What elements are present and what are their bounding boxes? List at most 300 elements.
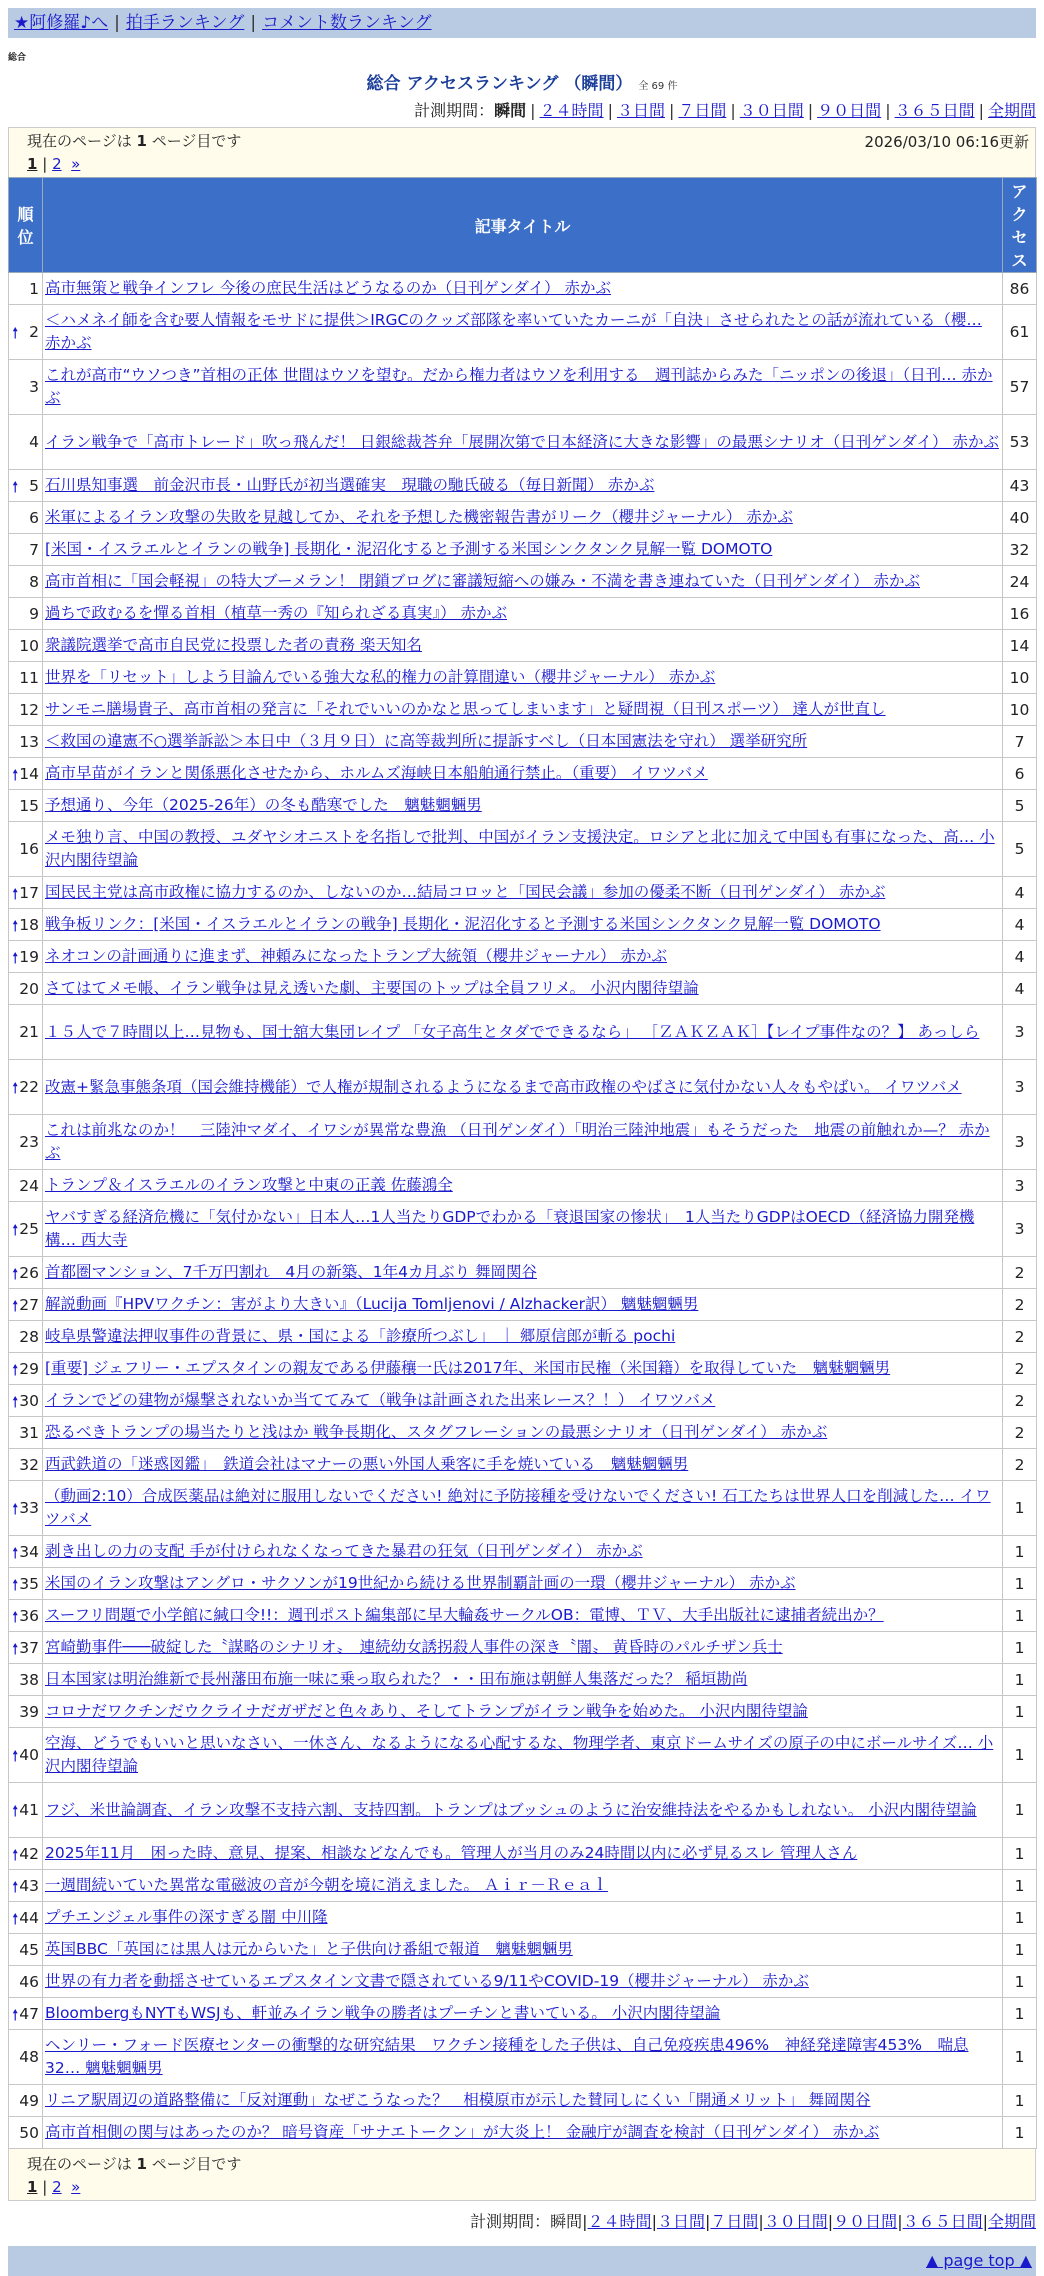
article-link[interactable]: 高市無策と戦争インフレ 今後の庶民生活はどうなるのか（日刊ゲンダイ） 赤かぶ xyxy=(45,279,611,297)
access-count: 1 xyxy=(1003,1696,1037,1728)
rank-cell xyxy=(9,726,43,758)
period-option-link[interactable]: ２４時間 xyxy=(539,101,604,120)
article-link[interactable]: ＜救国の違憲不○選挙訴訟＞本日中（３月９日）に高等裁判所に提訴すべし（日本国憲法を守れ） 選挙研究所 xyxy=(45,732,808,750)
article-link[interactable]: 米軍によるイラン攻撃の失敗を見越してか、それを予想した機密報告書がリーク（櫻井ジャーナル） 赤かぶ xyxy=(45,508,793,526)
rank-up-arrow-icon: 🠕 xyxy=(12,1845,19,1864)
access-count: 86 xyxy=(1003,273,1037,305)
access-count: 1 xyxy=(1003,1838,1037,1870)
article-link[interactable]: フジ、米世論調査、イラン攻撃不支持六割、支持四割。トランプはブッシュのように治安維持法をやるかもしれない。 小沢内閣待望論 xyxy=(45,1800,977,1819)
period-current: 瞬間 xyxy=(494,101,527,120)
page-title xyxy=(8,69,1036,94)
article-link[interactable]: ヤバすぎる経済危機に「気付かない」日本人…1人当たりGDPでわかる「衰退国家の惨状」 1人当たりGDPはOECD（経済協力開発機構… 西大寺 xyxy=(45,1208,975,1249)
title-cell xyxy=(43,1202,1003,1257)
article-link[interactable]: リニア駅周辺の道路整備に「反対運動」なぜこうなった？ 相模原市が示した賛同しにくい「開通メリット」 舞岡関谷 xyxy=(45,2091,871,2109)
access-count: 1 xyxy=(1003,2085,1037,2117)
period-label: 計測期間： xyxy=(414,101,495,120)
article-link[interactable]: 首都圏マンション、7千万円割れ 4月の新築、1年4カ月ぶり 舞岡関谷 xyxy=(45,1263,537,1281)
bottom-bar xyxy=(8,2246,1036,2276)
title-cell xyxy=(43,1536,1003,1568)
table-row xyxy=(9,2030,1037,2085)
access-count: 1 xyxy=(1003,1728,1037,1783)
table-row xyxy=(9,1870,1037,1902)
home-link[interactable]: ★阿修羅♪へ xyxy=(14,13,109,33)
title-cell xyxy=(43,758,1003,790)
title-cell xyxy=(43,470,1003,502)
access-count: 4 xyxy=(1003,973,1037,1005)
title-cell xyxy=(43,726,1003,758)
rank-number: 35 xyxy=(19,1574,39,1593)
rank-up-arrow-icon: 🠕 xyxy=(12,1747,19,1765)
title-cell xyxy=(43,1664,1003,1696)
period-separator: | xyxy=(807,101,814,120)
title-cell xyxy=(43,360,1003,415)
rank-number: 20 xyxy=(19,979,39,998)
table-row xyxy=(9,566,1037,598)
rank-cell xyxy=(9,1353,43,1385)
rank-number: 27 xyxy=(19,1295,39,1314)
period-option-link[interactable]: 全期間 xyxy=(987,2212,1036,2231)
rank-number: 24 xyxy=(19,1176,39,1195)
title-cell xyxy=(43,1005,1003,1060)
rank-cell xyxy=(9,2117,43,2149)
access-count: 14 xyxy=(1003,630,1037,662)
rank-number: 2 xyxy=(29,323,39,341)
title-cell xyxy=(43,1600,1003,1632)
table-row xyxy=(9,502,1037,534)
table-row xyxy=(9,758,1037,790)
article-link[interactable]: さてはてメモ帳、イラン戦争は見え透いた劇、主要国のトップは全員フリメ。 小沢内閣待望論 xyxy=(45,979,699,997)
rank-number: 50 xyxy=(19,2123,39,2142)
title-cell xyxy=(43,534,1003,566)
table-row xyxy=(9,1385,1037,1417)
access-count: 1 xyxy=(1003,1934,1037,1966)
rank-cell xyxy=(9,1632,43,1664)
title-cell xyxy=(43,1838,1003,1870)
period-option-link[interactable]: ２４時間 xyxy=(587,2212,652,2231)
rank-cell xyxy=(9,598,43,630)
access-count: 2 xyxy=(1003,1353,1037,1385)
rank-cell xyxy=(9,1870,43,1902)
table-header-row xyxy=(9,178,1037,273)
period-option-link[interactable]: ７日間 xyxy=(710,2212,759,2231)
period-current: 瞬間 xyxy=(550,2212,583,2231)
access-count: 4 xyxy=(1003,877,1037,909)
article-link[interactable]: 世界を「リセット」しよう目論んでいる強大な私的権力の計算間違い（櫻井ジャーナル） 赤かぶ xyxy=(45,668,716,686)
rank-cell xyxy=(9,973,43,1005)
rank-number: 31 xyxy=(19,1423,39,1442)
title-cell xyxy=(43,1353,1003,1385)
rank-cell xyxy=(9,273,43,305)
title-cell xyxy=(43,1998,1003,2030)
rank-cell xyxy=(9,1536,43,1568)
rank-up-arrow-icon: 🠕 xyxy=(12,1909,19,1928)
rank-up-arrow-icon: 🠕 xyxy=(12,2005,19,2024)
rank-number: 37 xyxy=(19,1638,39,1657)
article-link[interactable]: 解説動画『HPVワクチン：害がより大きい』（Lucija Tomljenovi / Alzhacker訳） 魑魅魍魎男 xyxy=(45,1295,699,1313)
table-row xyxy=(9,2085,1037,2117)
title-cell xyxy=(43,598,1003,630)
rank-number: 18 xyxy=(19,915,39,934)
table-row xyxy=(9,1417,1037,1449)
access-count: 24 xyxy=(1003,566,1037,598)
title-cell xyxy=(43,1481,1003,1536)
period-separator: | xyxy=(827,2212,834,2231)
access-count: 5 xyxy=(1003,790,1037,822)
period-label: 計測期間： xyxy=(470,2212,551,2231)
period-separator: | xyxy=(885,101,891,120)
access-count: 10 xyxy=(1003,662,1037,694)
title-cell xyxy=(43,1783,1003,1838)
title-cell xyxy=(43,1289,1003,1321)
period-option-link[interactable]: ３６５日間 xyxy=(902,2212,983,2231)
period-separator: | xyxy=(758,2212,764,2231)
access-count: 2 xyxy=(1003,1417,1037,1449)
page-2-link[interactable]: 2 xyxy=(52,2178,62,2196)
article-link[interactable]: １５人で７時間以上…見物も、国士舘大集団レイプ 「女子高生とタダでできるなら」 ［ＺＡＫＺＡＫ］【レイプ事件なの？】 あっしら xyxy=(45,1022,980,1041)
access-count: 3 xyxy=(1003,1005,1037,1060)
title-cell xyxy=(43,694,1003,726)
rank-up-arrow-icon: 🠕 xyxy=(12,1264,19,1283)
article-link[interactable]: 改憲+緊急事態条項（国会維持機能）で人権が規制されるようになるまで高市政権のやばさに気付かない人々もやばい。 イワツバメ xyxy=(45,1077,962,1096)
access-count: 1 xyxy=(1003,2030,1037,2085)
title-cell xyxy=(43,2030,1003,2085)
article-link[interactable]: 日本国家は明治維新で長州藩田布施一味に乗っ取られた？・・田布施は朝鮮人集落だった？ 稲垣勘尚 xyxy=(45,1670,748,1688)
table-row xyxy=(9,1568,1037,1600)
title-cell xyxy=(43,662,1003,694)
rank-cell xyxy=(9,534,43,566)
article-link[interactable]: スーフリ問題で小学館に緘口令!!：週刊ポスト編集部に早大輪姦サークルOB：電博、ＴＶ、大手出版社に逮捕者続出か？ xyxy=(45,1606,884,1624)
rank-number: 16 xyxy=(19,840,39,858)
access-count: 1 xyxy=(1003,2117,1037,2149)
rank-number: 39 xyxy=(19,1702,39,1721)
article-link[interactable]: トランプ＆イスラエルのイラン攻撃と中東の正義 佐藤鴻全 xyxy=(45,1176,453,1194)
article-link[interactable]: イラン戦争で「高市トレード」吹っ飛んだ！ 日銀総裁荅弁「展開次第で日本経済に大きな影響」の最悪シナリオ（日刊ゲンダイ） 赤かぶ xyxy=(45,432,999,451)
table-row xyxy=(9,534,1037,566)
rank-cell xyxy=(9,662,43,694)
rank-cell xyxy=(9,1902,43,1934)
article-link[interactable]: コロナだワクチンだウクライナだガザだと色々あり、そしてトランプがイラン戦争を始めた。 小沢内閣待望論 xyxy=(45,1702,808,1720)
article-link[interactable]: サンモニ膳場貴子、高市首相の発言に「それでいいのかなと思ってしまいます」と疑問視（日刊スポーツ） 達人が世直し xyxy=(45,700,886,718)
title-cell xyxy=(43,822,1003,877)
article-link[interactable]: 予想通り、今年（2025-26年）の冬も酷寒でした 魑魅魍魎男 xyxy=(45,796,482,814)
period-separator: | xyxy=(978,101,984,120)
article-link[interactable]: BloombergもNYTもWSJも、軒並みイラン戦争の勝者はプーチンと書いている。 小沢内閣待望論 xyxy=(45,2004,721,2022)
period-option-link[interactable]: ９０日間 xyxy=(833,2212,898,2231)
article-link[interactable]: これが高市“ウソつき”首相の正体 世間はウソを望む。だから権力者はウソを利用する 週刊誌からみた「ニッポンの後退」（日刊… 赤かぶ xyxy=(45,366,993,407)
table-row xyxy=(9,1600,1037,1632)
access-count: 3 xyxy=(1003,1115,1037,1170)
rank-cell xyxy=(9,1783,43,1838)
article-link[interactable]: 戦争板リンク：[米国・イスラエルとイランの戦争] 長期化・泥沼化すると予測する米国シンクタンク見解一覧 DOMOTO xyxy=(45,915,881,933)
article-link[interactable]: これは前兆なのか！ 三陸沖マダイ、イワシが異常な豊漁 （日刊ゲンダイ）「明治三陸沖地震」もそうだった 地震の前触れか—？ 赤かぶ xyxy=(45,1121,990,1162)
article-link[interactable]: 英国BBC「英国には黒人は元からいた」と子供向け番組で報道 魑魅魍魎男 xyxy=(45,1940,573,1958)
article-link[interactable]: ＜ハメネイ師を含む要人情報をモサドに提供＞IRGCのクッズ部隊を率いていたカーニが「自決」させられたとの話が流れている（櫻… 赤かぶ xyxy=(45,311,982,352)
rank-number: 1 xyxy=(29,279,39,298)
article-link[interactable]: 2025年11月 困った時、意見、提案、相談などなんでも。管理人が当月のみ24時間以内に必ず見るスレ 管理人さん xyxy=(45,1844,858,1862)
article-link[interactable]: 西武鉄道の「迷惑図鑑」 鉄道会社はマナーの悪い外国人乗客に手を焼いている 魑魅魍魎男 xyxy=(45,1455,689,1473)
period-separator: | xyxy=(982,2212,988,2231)
rank-cell xyxy=(9,1170,43,1202)
page-info-box xyxy=(8,127,1036,177)
rank-number: 49 xyxy=(19,2091,39,2110)
table-row xyxy=(9,1696,1037,1728)
page-info-box-bottom xyxy=(8,2149,1036,2201)
period-separator: | xyxy=(704,2212,711,2231)
article-link[interactable]: （動画2:10）合成医薬品は絶対に服用しないでください! 絶対に予防接種を受けないでください! 石工たちは世界人口を削減した… イワツバメ xyxy=(45,1487,991,1528)
rank-cell xyxy=(9,1664,43,1696)
rank-cell xyxy=(9,1417,43,1449)
rank-cell xyxy=(9,305,43,360)
table-row xyxy=(9,360,1037,415)
table-row xyxy=(9,1902,1037,1934)
current-page: 1 xyxy=(27,2178,38,2196)
rank-up-arrow-icon: 🠕 xyxy=(12,1607,19,1626)
article-link[interactable]: 国民民主党は高市政権に協力するのか、しないのか…結局コロッと「国民会議」参加の優柔不断（日刊ゲンダイ） 赤かぶ xyxy=(45,883,886,901)
page-top-link[interactable]: ▲ page top ▲ xyxy=(925,2251,1032,2270)
table-row xyxy=(9,662,1037,694)
period-option-link[interactable]: ３日間 xyxy=(616,101,665,120)
title-cell xyxy=(43,566,1003,598)
nav-separator: | xyxy=(250,13,257,33)
table-row xyxy=(9,415,1037,470)
access-count: 3 xyxy=(1003,1170,1037,1202)
title-cell xyxy=(43,1321,1003,1353)
table-row xyxy=(9,1536,1037,1568)
rank-number: 5 xyxy=(29,476,39,495)
title-cell xyxy=(43,1728,1003,1783)
rank-number: 14 xyxy=(19,764,39,783)
rank-cell xyxy=(9,1005,43,1060)
table-row xyxy=(9,1353,1037,1385)
access-count: 10 xyxy=(1003,694,1037,726)
access-count: 53 xyxy=(1003,415,1037,470)
page-2-link[interactable]: 2 xyxy=(52,155,62,173)
access-count: 43 xyxy=(1003,470,1037,502)
nav-separator: | xyxy=(114,13,120,33)
rank-number: 29 xyxy=(19,1359,39,1378)
table-row xyxy=(9,1005,1037,1060)
rank-cell xyxy=(9,877,43,909)
rank-number: 22 xyxy=(19,1078,39,1096)
ranking-table xyxy=(8,177,1037,2149)
article-link[interactable]: 高市首相側の関与はあったのか？ 暗号資産「サナエトークン」が大炎上！ 金融庁が調査を検討（日刊ゲンダイ） 赤かぶ xyxy=(45,2123,880,2141)
table-row xyxy=(9,598,1037,630)
access-count: 2 xyxy=(1003,1449,1037,1481)
rank-number: 10 xyxy=(19,636,39,655)
table-row xyxy=(9,1934,1037,1966)
rank-number: 19 xyxy=(19,947,39,966)
rank-cell xyxy=(9,1060,43,1115)
rank-number: 23 xyxy=(19,1133,39,1151)
article-link[interactable]: 一週間続いていた異常な電磁波の音が今朝を境に消えました。 Ａｉｒ－Ｒｅａｌ xyxy=(45,1876,608,1894)
article-link[interactable]: [米国・イスラエルとイランの戦争] 長期化・泥沼化すると予測する米国シンクタンク見解一覧 DOMOTO xyxy=(45,540,773,558)
rank-number: 7 xyxy=(29,540,39,559)
table-row xyxy=(9,1783,1037,1838)
rank-cell xyxy=(9,2085,43,2117)
period-option-link[interactable]: ９０日間 xyxy=(817,101,882,120)
article-link[interactable]: 石川県知事選 前金沢市長・山野氏が初当選確実 現職の馳氏破る（毎日新聞） 赤かぶ xyxy=(45,476,655,494)
title-cell xyxy=(43,1060,1003,1115)
current-page: 1 xyxy=(27,155,38,173)
article-link[interactable]: イランでどの建物が爆撃されないか当ててみて（戦争は計画された出来レース？！） イワツバメ xyxy=(45,1391,716,1409)
article-link[interactable]: 過ちで政むるを憚る首相（植草一秀の『知られざる真実』） 赤かぶ xyxy=(45,604,508,622)
rank-up-arrow-icon: 🠕 xyxy=(12,765,19,784)
rank-cell xyxy=(9,415,43,470)
rank-cell xyxy=(9,1289,43,1321)
title-cell xyxy=(43,1449,1003,1481)
title-cell xyxy=(43,1934,1003,1966)
access-count: 1 xyxy=(1003,1998,1037,2030)
title-cell xyxy=(43,502,1003,534)
rank-number: 8 xyxy=(29,572,39,591)
period-separator: | xyxy=(668,101,675,120)
access-header: アクセス xyxy=(1003,178,1037,273)
article-link[interactable]: 恐るべきトランプの場当たりと浅はか 戦争長期化、スタグフレーションの最悪シナリオ（日刊ゲンダイ） 赤かぶ xyxy=(45,1423,828,1441)
page-title-text: 総合 アクセスランキング （瞬間） xyxy=(366,74,633,94)
title-cell xyxy=(43,1870,1003,1902)
title-cell xyxy=(43,2085,1003,2117)
rank-number: 34 xyxy=(19,1542,39,1561)
rank-cell xyxy=(9,360,43,415)
item-count: 全 69 件 xyxy=(638,81,678,92)
rank-cell xyxy=(9,790,43,822)
title-cell xyxy=(43,1902,1003,1934)
title-cell xyxy=(43,1568,1003,1600)
rank-up-arrow-icon: 🠕 xyxy=(12,1500,19,1518)
article-link[interactable]: ヘンリー・フォード医療センターの衝撃的な研究結果 ワクチン接種をした子供は、自己免疫疾患496% 神経発達障害453% 喘息32… 魑魅魍魎男 xyxy=(45,2036,969,2077)
rank-cell xyxy=(9,1838,43,1870)
table-row xyxy=(9,1289,1037,1321)
rank-cell xyxy=(9,1257,43,1289)
rank-cell xyxy=(9,1321,43,1353)
table-row xyxy=(9,1728,1037,1783)
table-row xyxy=(9,941,1037,973)
title-cell xyxy=(43,909,1003,941)
rank-number: 42 xyxy=(19,1844,39,1863)
comment-ranking-link[interactable]: コメント数ランキング xyxy=(262,13,432,33)
table-row xyxy=(9,1664,1037,1696)
rank-up-arrow-icon: 🠕 xyxy=(12,1221,19,1239)
access-count: 3 xyxy=(1003,1202,1037,1257)
table-row xyxy=(9,694,1037,726)
rank-cell xyxy=(9,1998,43,2030)
access-count: 1 xyxy=(1003,1568,1037,1600)
title-header: 記事タイトル xyxy=(43,178,1003,273)
rank-cell xyxy=(9,1385,43,1417)
rank-up-arrow-icon: 🠕 xyxy=(12,1639,19,1658)
rank-number: 6 xyxy=(29,508,39,527)
access-count: 4 xyxy=(1003,941,1037,973)
period-option-link[interactable]: ３６５日間 xyxy=(894,101,975,120)
table-row xyxy=(9,973,1037,1005)
article-link[interactable]: 剥き出しの力の支配 手が付けられなくなってきた暴君の狂気（日刊ゲンダイ） 赤かぶ xyxy=(45,1542,643,1560)
next-page-link[interactable]: » xyxy=(71,2178,81,2196)
page-info-text: 現在のページは 1 ページ目です xyxy=(27,132,242,150)
period-separator: | xyxy=(730,101,736,120)
access-count: 61 xyxy=(1003,305,1037,360)
rank-cell xyxy=(9,1481,43,1536)
article-link[interactable]: [重要] ジェフリー・エプスタインの親友である伊藤穰一氏は2017年、米国市民権（米国籍）を取得していた 魑魅魍魎男 xyxy=(45,1359,891,1377)
rank-up-arrow-icon: 🠕 xyxy=(12,948,19,967)
title-cell xyxy=(43,1417,1003,1449)
pager: 1 | 2 » xyxy=(27,155,81,173)
rank-cell xyxy=(9,1934,43,1966)
rank-number: 38 xyxy=(19,1670,39,1689)
access-count: 1 xyxy=(1003,1783,1037,1838)
article-link[interactable]: ネオコンの計画通りに進まず、神頼みになったトランプ大統領（櫻井ジャーナル） 赤かぶ xyxy=(45,947,667,965)
rank-up-arrow-icon: 🠕 xyxy=(12,477,19,496)
updated-timestamp: 2026/03/10 06:16更新 xyxy=(864,133,1029,151)
period-option-link[interactable]: 全期間 xyxy=(987,101,1036,120)
access-count: 1 xyxy=(1003,1870,1037,1902)
period-selector-bottom xyxy=(8,2209,1036,2232)
period-option-link[interactable]: ７日間 xyxy=(678,101,727,120)
rank-cell xyxy=(9,1696,43,1728)
rank-cell xyxy=(9,1202,43,1257)
article-link[interactable]: 高市首相に「国会軽視」の特大ブーメラン！ 閉鎖ブログに審議短縮への嫌み・不満を書き連ねていた（日刊ゲンダイ） 赤かぶ xyxy=(45,572,920,590)
rank-up-arrow-icon: 🠕 xyxy=(12,1360,19,1379)
rank-number: 43 xyxy=(19,1876,39,1895)
access-count: 7 xyxy=(1003,726,1037,758)
access-count: 2 xyxy=(1003,1321,1037,1353)
access-count: 1 xyxy=(1003,1902,1037,1934)
article-link[interactable]: 高市早苗がイランと関係悪化させたから、ホルムズ海峡日本船舶通行禁止。（重要） イワツバメ xyxy=(45,764,708,782)
rank-cell xyxy=(9,1966,43,1998)
rank-cell xyxy=(9,1600,43,1632)
article-link[interactable]: 宮崎勤事件───破綻した〝謀略のシナリオ〟 連続幼女誘拐殺人事件の深き〝闇〟 黄昏時のパルチザン兵士 xyxy=(45,1638,783,1656)
period-option-link[interactable]: ３０日間 xyxy=(739,101,804,120)
rank-number: 41 xyxy=(19,1801,39,1819)
rank-cell xyxy=(9,1115,43,1170)
article-link[interactable]: 米国のイラン攻撃はアングロ・サクソンが19世紀から続ける世界制覇計画の一環（櫻井ジャーナル） 赤かぶ xyxy=(45,1574,796,1592)
period-separator: | xyxy=(582,2212,588,2231)
rank-number: 28 xyxy=(19,1327,39,1346)
rank-cell xyxy=(9,566,43,598)
rank-number: 36 xyxy=(19,1606,39,1625)
title-cell xyxy=(43,941,1003,973)
clap-ranking-link[interactable]: 拍手ランキング xyxy=(125,13,245,33)
rank-number: 13 xyxy=(19,732,39,751)
rank-number: 4 xyxy=(29,433,39,451)
article-link[interactable]: 空海、どうでもいいと思いなさい、一休さん、なるようになる心配するな、物理学者、東京ドームサイズの原子の中にボールサイズ… 小沢内閣待望論 xyxy=(45,1734,994,1775)
article-link[interactable]: メモ独り言、中国の教授、ユダヤシオニストを名指しで批判、中国がイラン支援決定。ロシアと北に加えて中国も有事になった、高… 小沢内閣待望論 xyxy=(45,828,995,869)
title-cell xyxy=(43,1696,1003,1728)
period-option-link[interactable]: ３日間 xyxy=(656,2212,705,2231)
title-cell xyxy=(43,1966,1003,1998)
rank-number: 3 xyxy=(29,378,39,396)
access-count: 1 xyxy=(1003,1966,1037,1998)
next-page-link[interactable]: » xyxy=(71,155,81,173)
table-row xyxy=(9,2117,1037,2149)
article-link[interactable]: 岐阜県警違法押収事件の背景に、県・国による「診療所つぶし」 ｜ 郷原信郎が斬る pochi xyxy=(45,1327,676,1345)
access-count: 2 xyxy=(1003,1385,1037,1417)
rank-number: 48 xyxy=(19,2048,39,2066)
rank-up-arrow-icon: 🠕 xyxy=(12,916,19,935)
rank-cell xyxy=(9,758,43,790)
article-link[interactable]: プチエンジェル事件の深すぎる闇 中川隆 xyxy=(45,1908,328,1926)
article-link[interactable]: 衆議院選挙で高市自民党に投票した者の責務 楽天知名 xyxy=(45,636,422,654)
period-option-link[interactable]: ３０日間 xyxy=(763,2212,828,2231)
rank-cell xyxy=(9,470,43,502)
period-separator: | xyxy=(607,101,613,120)
table-row xyxy=(9,1321,1037,1353)
article-link[interactable]: 世界の有力者を動揺させているエプスタイン文書で隠されている9/11やCOVID-19（櫻井ジャーナル） 赤かぶ xyxy=(45,1972,809,1990)
period-selector xyxy=(8,98,1036,121)
table-row xyxy=(9,305,1037,360)
access-count: 1 xyxy=(1003,1481,1037,1536)
rank-up-arrow-icon: 🠕 xyxy=(12,1575,19,1594)
rank-up-arrow-icon: 🠕 xyxy=(12,1543,19,1562)
